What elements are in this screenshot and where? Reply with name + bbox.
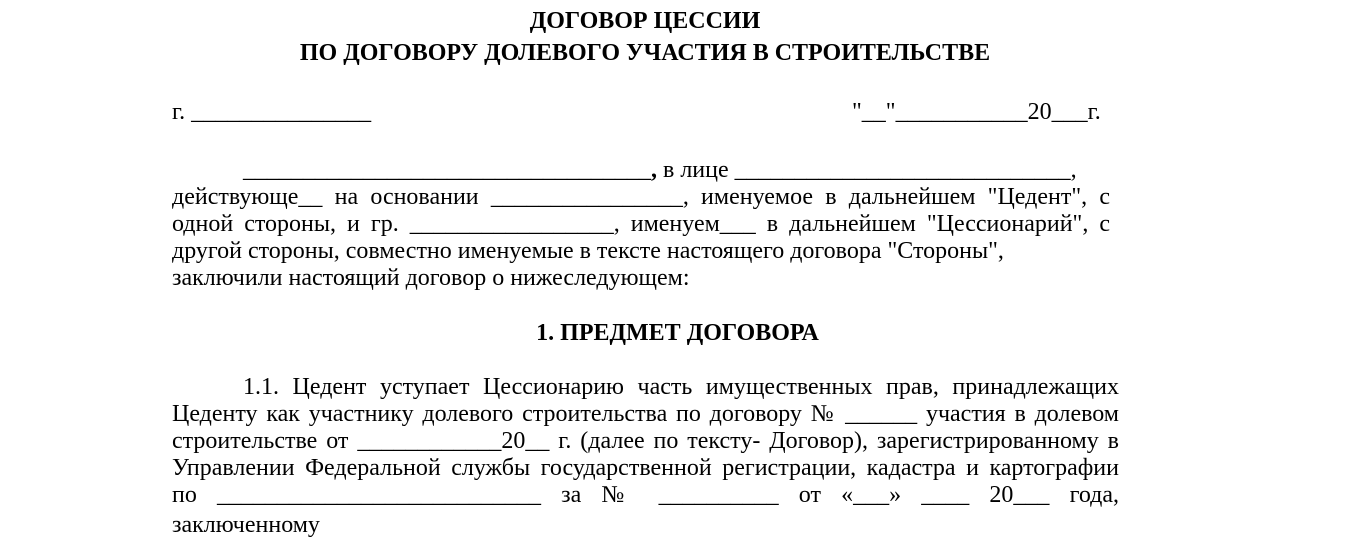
date-field: "__"___________20___г. — [852, 99, 1101, 125]
intro-party-blank: __________________________________ — [243, 157, 651, 183]
paragraph-1-1-line1: 1.1. Цедент уступает Цессионарию часть имущественных прав, принадлежащих — [243, 374, 1119, 400]
page-bottom-clip — [0, 470, 1200, 538]
paragraph-1-1-line4: Управлении Федеральной службы государственной регистрации, кадастра и картографии — [172, 455, 1119, 481]
paragraph-1-1-line5: по ___________________________ за № __________ от «___» ____ 20___ года, заключенному — [172, 482, 1119, 538]
intro-line5: заключили настоящий договор о нижеследующем: — [172, 265, 690, 291]
intro-line3: одной стороны, и гр. _________________, именуем___ в дальнейшем "Цессионарий", с — [172, 211, 1110, 237]
intro-represented-by: в лице ____________________________, — [657, 157, 1077, 183]
intro-line2: действующе__ на основании ________________, именуемое в дальнейшем "Цедент", с — [172, 184, 1110, 210]
city-field: г. _______________ — [172, 99, 372, 125]
paragraph-1-1-line2: Цеденту как участнику долевого строительства по договору № ______ участия в долевом — [172, 401, 1119, 427]
document-title-line2: ПО ДОГОВОРУ ДОЛЕВОГО УЧАСТИЯ В СТРОИТЕЛЬСТВЕ — [299, 40, 991, 66]
intro-line1 — [243, 155, 1077, 185]
intro-line4: другой стороны, совместно именуемые в тексте настоящего договора "Стороны", — [172, 238, 1004, 264]
intro-comma: , — [651, 157, 657, 183]
paragraph-1-1-line3: строительстве от ____________20__ г. (далее по тексту- Договор), зарегистрированному в — [172, 428, 1119, 454]
document-title-line1: ДОГОВОР ЦЕССИИ — [529, 8, 761, 34]
section-heading: 1. ПРЕДМЕТ ДОГОВОРА — [536, 320, 819, 346]
